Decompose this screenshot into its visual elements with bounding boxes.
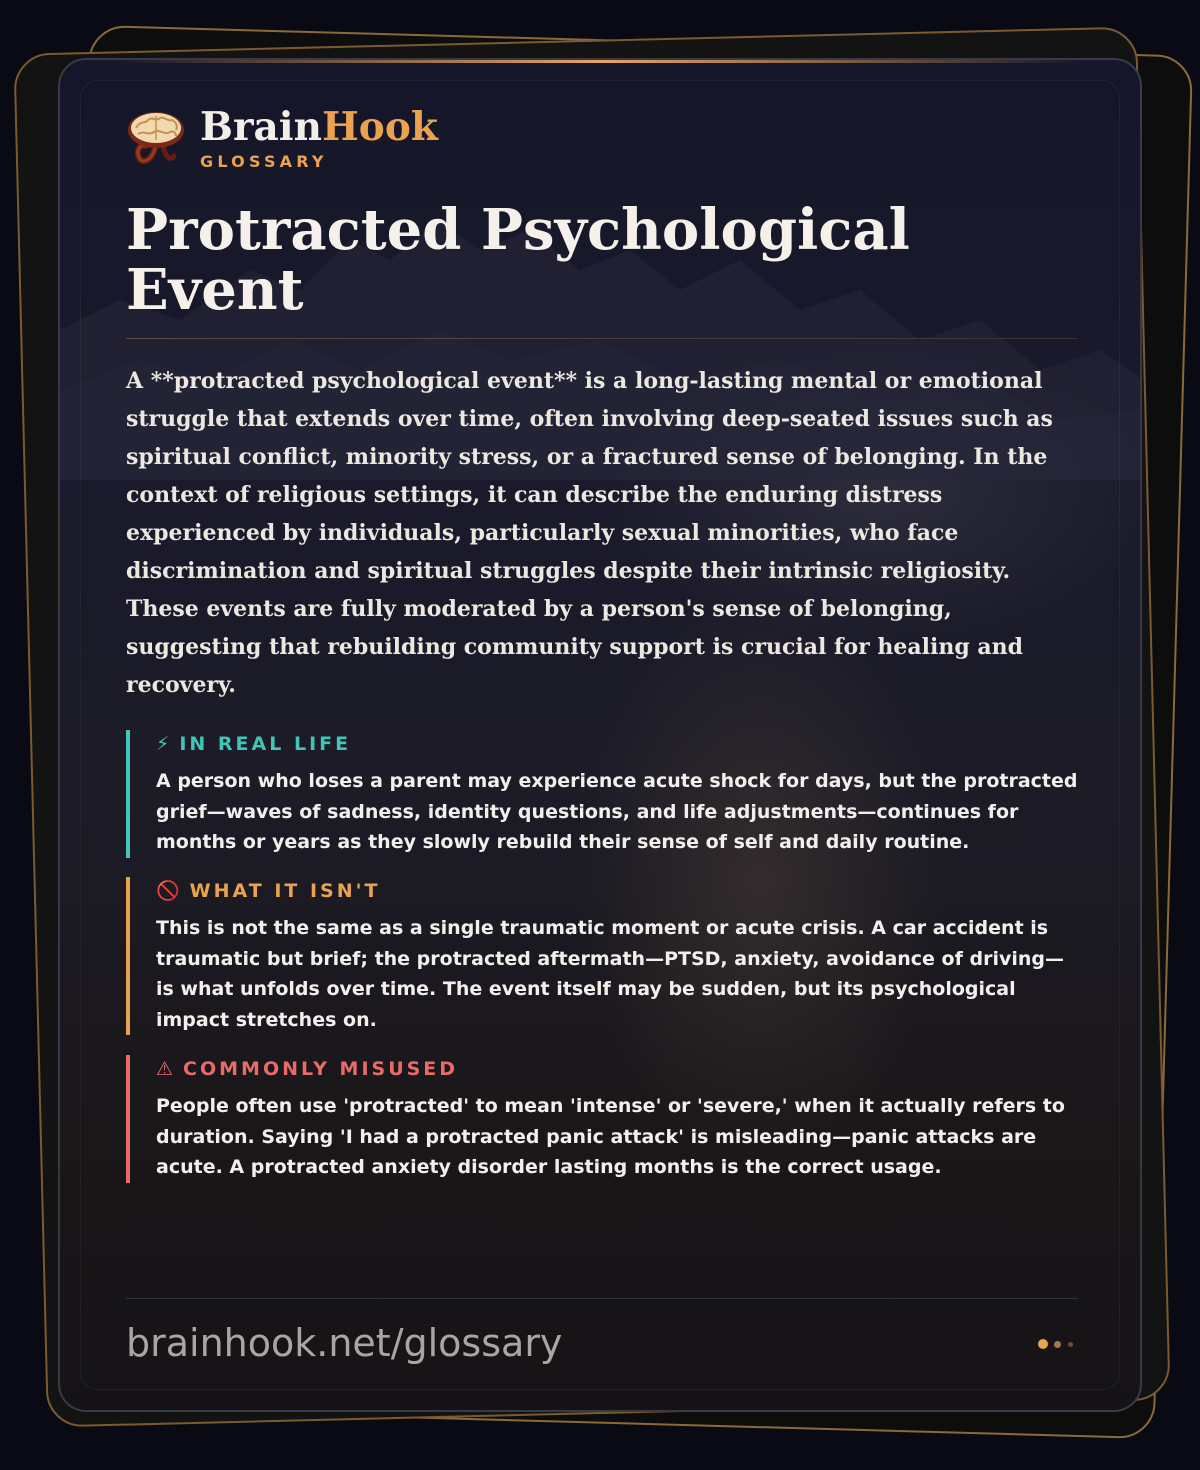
term-title: Protracted Psychological Event <box>126 197 910 323</box>
note-heading-label: WHAT IT ISN'T <box>189 880 381 902</box>
warning-icon: ⚠ <box>156 1058 174 1080</box>
prohibited-icon: 🚫 <box>156 880 180 902</box>
pagination-dot <box>1068 1342 1073 1347</box>
note-text: People often use 'protracted' to mean 'intense' or 'severe,' when it actually refers to duration. Saying 'I had a protracted panic attack' is misleading—panic attacks are acute. A protracted anxiety disorder lasting months is the correct usage. <box>156 1095 1065 1178</box>
footer-divider <box>126 1298 1078 1299</box>
note-heading <box>156 730 1078 758</box>
brand-name-hook: Hook <box>321 104 438 150</box>
footer-url-link[interactable]: brainhook.net/glossary <box>126 1321 563 1365</box>
brand-header[interactable] <box>126 104 626 174</box>
note-what-it-isnt <box>126 877 1078 1035</box>
note-heading <box>156 877 1078 905</box>
note-heading-label: IN REAL LIFE <box>179 733 352 755</box>
title-divider <box>126 338 1078 339</box>
brand-name-brain: Brain <box>200 104 322 150</box>
note-text: This is not the same as a single traumatic moment or acute crisis. A car accident is traumatic but brief; the protracted aftermath—PTSD, anxiety, avoidance of driving—is what unfolds over time. The event itself may be sudden, but its psychological impact stretches on. <box>156 917 1065 1031</box>
pagination-dot <box>1054 1341 1061 1348</box>
brand-subtitle: GLOSSARY <box>200 152 328 171</box>
note-text: A person who loses a parent may experience acute shock for days, but the protracted grief—waves of sadness, identity questions, and life adjustments—continues for months or years as they slowly rebuild their sense of self and daily routine. <box>156 770 1078 853</box>
brain-hook-logo-icon <box>126 110 186 172</box>
brand-name <box>200 104 438 150</box>
glossary-card <box>58 58 1142 1412</box>
lightning-icon: ⚡ <box>156 733 170 755</box>
note-in-real-life <box>126 730 1078 858</box>
note-heading-label: COMMONLY MISUSED <box>183 1058 459 1080</box>
pagination-dots <box>1038 1338 1078 1350</box>
note-heading <box>156 1055 1078 1083</box>
pagination-dot-active <box>1038 1339 1048 1349</box>
term-definition: A **protracted psychological event** is a long-lasting mental or emotional struggle that extends over time, often involving deep-seated issues such as spiritual conflict, minority stress, or a fractured sense of belonging. In the context of religious settings, it can describe the enduring distress experienced by individuals, particularly sexual minorities, who face discrimination and spiritual struggles despite their intrinsic religiosity. These events are fully moderated by a person's sense of belonging, suggesting that rebuilding community support is crucial for healing and recovery. <box>126 368 1053 698</box>
note-commonly-misused <box>126 1055 1078 1183</box>
